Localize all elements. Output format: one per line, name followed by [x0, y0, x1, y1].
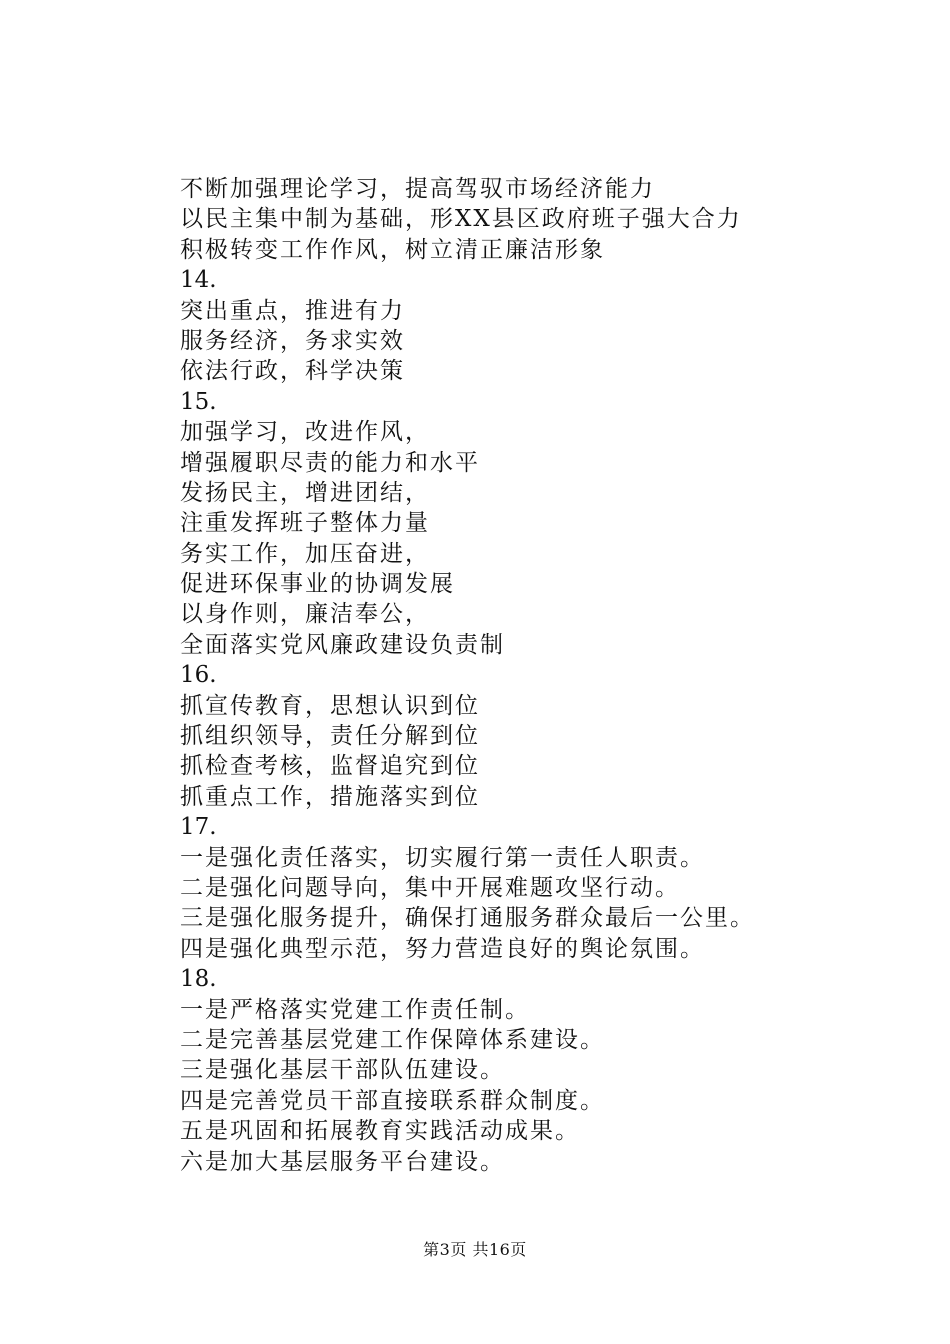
text-line: 一是严格落实党建工作责任制。 [180, 996, 530, 1023]
text-line: 促进环保事业的协调发展 [180, 571, 455, 598]
text-line: 三是强化基层干部队伍建设。 [180, 1057, 505, 1084]
section-number: 17. [180, 814, 217, 841]
text-line: 服务经济，务求实效 [180, 327, 405, 354]
text-line: 二是完善基层党建工作保障体系建设。 [180, 1026, 605, 1053]
text-line: 抓重点工作，措施落实到位 [180, 783, 480, 810]
text-line: 不断加强理论学习，提高驾驭市场经济能力 [180, 176, 655, 202]
text-line: 三是强化服务提升，确保打通服务群众最后一公里。 [180, 905, 755, 932]
text-line: 积极转变工作作风，树立清正廉洁形象 [180, 236, 605, 263]
page-footer: 第3页 共16页 [423, 1240, 527, 1259]
section-number: 14. [180, 267, 217, 294]
text-line: 四是强化典型示范，努力营造良好的舆论氛围。 [180, 935, 705, 962]
document-body [180, 174, 900, 1177]
text-line: 二是强化问题导向，集中开展难题攻坚行动。 [180, 874, 680, 901]
section-number: 18. [180, 966, 217, 993]
text-line: 六是加大基层服务平台建设。 [180, 1148, 505, 1175]
text-line: 以民主集中制为基础，形XX县区政府班子强大合力 [180, 206, 742, 233]
text-line: 务实工作，加压奋进， [180, 540, 430, 567]
text-line: 抓宣传教育，思想认识到位 [180, 692, 480, 719]
text-line: 注重发挥班子整体力量 [180, 510, 430, 537]
text-line: 加强学习，改进作风， [180, 419, 430, 446]
text-line: 以身作则，廉洁奉公， [180, 601, 430, 628]
text-line: 依法行政，科学决策 [180, 358, 405, 385]
section-number: 15. [180, 388, 217, 415]
text-line: 抓检查考核，监督追究到位 [180, 753, 480, 780]
text-line: 一是强化责任落实，切实履行第一责任人职责。 [180, 844, 705, 871]
text-line: 四是完善党员干部直接联系群众制度。 [180, 1087, 605, 1114]
text-line: 增强履职尽责的能力和水平 [180, 449, 480, 476]
text-line: 五是巩固和拓展教育实践活动成果。 [180, 1118, 580, 1145]
section-number: 16. [180, 662, 217, 689]
text-line: 发扬民主，增进团结， [180, 479, 430, 506]
text-line: 突出重点，推进有力 [180, 297, 405, 324]
text-line: 抓组织领导，责任分解到位 [180, 723, 480, 750]
text-line: 全面落实党风廉政建设负责制 [180, 631, 505, 658]
